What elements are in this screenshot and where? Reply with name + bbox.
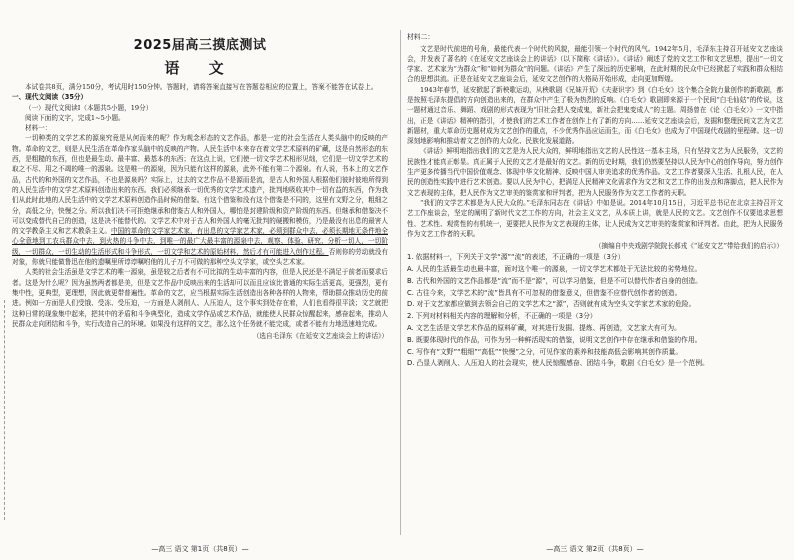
binding-line bbox=[4, 300, 9, 520]
q2-option-d: D. 凸显人剥削人、人压迫人的社会现实，使人民惊醒感奋、团结斗争，歌剧《白毛女》是一个范例。 bbox=[407, 359, 709, 368]
question1-stem: 1. 依据材料一，下列关于文学“源”“流”的表述，不正确的一项是（3分） bbox=[407, 253, 625, 262]
q2-option-c: C. 写作有“文野”“粗细”“高低”“快慢”之分，可见作家的素养和技能高低会影响其创作质量。 bbox=[407, 347, 683, 356]
reading-instruction: 阅读下面的文字，完成1~5小题。 bbox=[25, 113, 125, 122]
m1-text-a: 一切种类的文学艺术的源泉究竟是从何而来的呢？作为观念形态的文艺作品，都是一定的社会生活在人类头脑中的反映的产物。革命的文艺，则是人民生活在革命作家头脑中的反映的产物。人民生活中本来存在着文学艺术原料的矿藏，这是自然形态的东西，是粗糙的东西，但也是最生动、最丰富、最基本的东西；在这点上说，它们使一切文学艺术相形见绌，它们是一切文学艺术的取之不尽、用之不竭的唯一的源泉。这是唯一的源泉，因为只能有这样的源泉，此外不能有第二个源泉。有人说，书本上的文艺作品，古代的和外国的文艺作品，不也是源泉吗？实际上，过去的文艺作品不是源而是流，是古人和外国人根据他们彼时彼地所得到的人民生活中的文学艺术原料创造出来的东西。我们必须继承一切优秀的文学艺术遗产，批判地吸收其中一切有益的东西，作为我们从此时此地的人民生活中的文学艺术原料创造作品时候的借鉴。有这个借鉴和没有这个借鉴是不同的，这里有文野之分，粗细之分，高低之分，快慢之分。所以我们决不可拒绝继承和借鉴古人和外国人，哪怕是封建阶级和资产阶级的东西。但继承和借鉴决不可以变成替代自己的创造，这是决不能替代的。文学艺术中对于古人和外国人的毫无批判的硬搬和模仿，乃是最没有出息的最害人的文学教条主义和艺术教条主义。 bbox=[12, 134, 388, 236]
material2-source: （摘编自中央戏剧学院院长郝戎《“延安文艺”带给我们的启示》） bbox=[594, 242, 783, 251]
footer-page1: —高三 语文 第1页（共8页）— bbox=[151, 545, 249, 553]
q1-option-c: C. 古往今来，文学艺术的“流”皆具有不可忽视的借鉴意义，但借鉴不应替代创作者的创造。 bbox=[407, 288, 682, 297]
q1-option-d: D. 对于文艺家都应做到去领会自己的文学艺术之“源”，否则就有成为空头文学家艺术家的危险。 bbox=[407, 300, 696, 309]
material2-paragraph3: 《讲话》鲜明地指出我们的文艺是为人民大众的，鲜明地指出文艺的人民性这一基本主场，只有坚持文艺为人民服务，文艺的民族性才能真正彰显。真正属于人民的文艺才是最好的文艺。新的历史时期，我们仍然要坚持以人民为中心的创作导向，努力创作生产更多传播当代中国价值观念、体现中华文化精神、反映中国人审美追求的优秀作品。文艺工作者要深入生活、扎根人民，在人民的创造性实践中进行艺术创造。要以人民为中心，把满足人民精神文化需求作为文艺和文艺工作的出发点和落脚点，把人民作为文艺表现的主体，把人民作为文艺审美的鉴赏家和评判者，把为人民服务作为文艺工作者的天职。 bbox=[407, 147, 783, 197]
question2-stem: 2. 下列对材料相关内容的理解和分析，不正确的一项是（3分） bbox=[407, 312, 597, 321]
material2-paragraph4: “我们的文学艺术都是为人民大众的。”毛泽东同志在《讲话》中如是说。2014年10月15日，习近平总书记在北京主持召开文艺工作座谈会，坚定的阐明了新时代文艺工作的方向，社会主义文艺，从本质上讲，就是人民的文艺。文艺创作不仅要追求思想性、艺术性、观赏性的有机统一，更要把人民作为文艺表现的主体，让人民成为文艺审美的鉴赏家和评判者。由此，把为人民服务作为文艺工作者的天职。 bbox=[407, 198, 783, 238]
instructions: 本试卷共8页，满分150分，考试用时150分钟。答题时，请将答案直接写在答题卷相应的位置上，答案不能答在试卷上。 bbox=[25, 83, 378, 91]
material1-paragraph1 bbox=[12, 133, 388, 267]
subject-title: 语 文 bbox=[164, 59, 236, 77]
q2-option-b: B. 既要体现时代的作品，可作为另一种鲜活现实的借鉴，说明文艺创作中存在继承和借鉴的作用。 bbox=[407, 335, 702, 344]
material1-source: （选自毛泽东《在延安文艺座谈会上的讲话》） bbox=[252, 332, 388, 341]
section-heading: 一、现代文阅读（35分） bbox=[12, 93, 88, 102]
material1-paragraph2: 人类的社会生活虽是文学艺术的唯一源泉，虽是较之后者有不可比拟的生动丰富的内容，但是人民还是不满足于前者而要求后者。这是为什么呢？因为虽然两者都是美，但是文艺作品中反映出来的生活却可以而且应该比普通的实际生活更高，更强烈，更有集中性，更典型，更理想，因此就更带普遍性。革命的文艺，应当根据实际生活创造出各种各样的人物来，帮助群众推动历史的前进。例如一方面是人们受饿、受冻、受压迫，一方面是人剥削人、人压迫人，这个事实到处存在着，人们也看得很平淡；文艺就把这种日常的现象集中起来，把其中的矛盾和斗争典型化，造成文学作品或艺术作品，就能使人民群众惊醒起来，感奋起来，推动人民群众走向团结和斗争，实行改造自己的环境。如果没有这样的文艺，那么这个任务就不能完成，或者不能有力地迅速地完成。 bbox=[12, 268, 388, 328]
q1-option-a: A. 人民的生活最生动也最丰富，面对这个唯一的源泉，一切文学艺术都处于无法比较的劣势地位。 bbox=[407, 264, 702, 273]
m1-text-b: 否则你的劳动就没有对象，你就只能做鲁迅在他的遗嘱里所谆谆嘱咐他的儿子万不可做的那种空头文学家，或空头艺术家。 bbox=[12, 247, 389, 267]
exam-title: 2025届高三摸底测试 bbox=[133, 38, 267, 53]
q1-option-b: B. 古代和外国的文艺作品都是“流”而不是“源”，可以学习借鉴，但是不可以替代作者自身的创造。 bbox=[407, 276, 702, 285]
footer-page2: —高三 语文 第2页（共8页）— bbox=[546, 545, 644, 553]
material1-label: 材料一： bbox=[25, 124, 52, 133]
material2-paragraph2: 1943年春节，延安掀起了新秧歌运动，从秧歌剧《兄妹开荒》《夫妻识字》到《白毛女》这个集合全院力量创作的新歌剧，都是按照毛泽东提倡的方向创造出来的，在群众中产生了极为热烈的反响。《白毛女》歌剧即来源于一个民间“白毛仙姑”的传说，这一题材通过音乐、舞蹈、戏剧的形式表现为“旧社会把人变成鬼，新社会把鬼变成人”的主题。周扬曾在《论〈白毛女〉》一文中指出，正是《讲话》精神的指引，才使我们的艺术工作者在创作上有了新的方向……延安文艺座谈会后，发掘和整理民间文艺为文艺新题材，重大革命历史题材成为文艺创作的重点，不少优秀作品应运而生，而《白毛女》也成为了中国现代戏剧的里程碑。这一切深刻地影响和推动着文艺创作的大众化、民族化发展道路。 bbox=[407, 85, 783, 146]
page-2 bbox=[407, 0, 783, 560]
material2-label: 材料二： bbox=[407, 33, 435, 41]
page-1 bbox=[12, 0, 388, 560]
material2-paragraph1: 文艺是时代前进的号角，最能代表一个时代的风貌，最能引领一个时代的风气。1942年5月，毛泽东主持召开延安文艺座谈会，并发表了著名的《在延安文艺座谈会上的讲话》（以下简称《讲话》）。《讲话》阐述了党的文艺工作和文艺思想，提出“一切文学家、艺术家为“为群众”和“如何为群众”的问题。《讲话》产生了深远的历史影响，在此时期的民众中已经掀起了实践和群众相结合的思想洪流。正是在延安文艺座谈会后，延安文艺创作的大格局开始形成，走向更加辉煌。 bbox=[407, 44, 783, 84]
q2-option-a: A. 文艺生活是文学艺术作品的原料矿藏，对其进行发掘、提炼、再创造，文艺家大有可为。 bbox=[407, 323, 681, 332]
subsection-heading: （一）现代文阅读Ⅰ（本题共5小题，19分） bbox=[25, 103, 153, 112]
m1-underlined-text: 中国的革命的文学家艺术家，有出息的文学家艺术家，必须到群众中去，必须长期地无条件地全心全意地到工农兵群众中去，到火热的斗争中去，到唯一的最广大最丰富的源泉中去，观察、体验、研究、分析一切人，一切阶级，一切群众，一切生动的生活形式和斗争形式，一切文学和艺术的原始材料，然后才有可能进入创作过程。 bbox=[12, 227, 389, 256]
column-divider bbox=[400, 30, 401, 535]
